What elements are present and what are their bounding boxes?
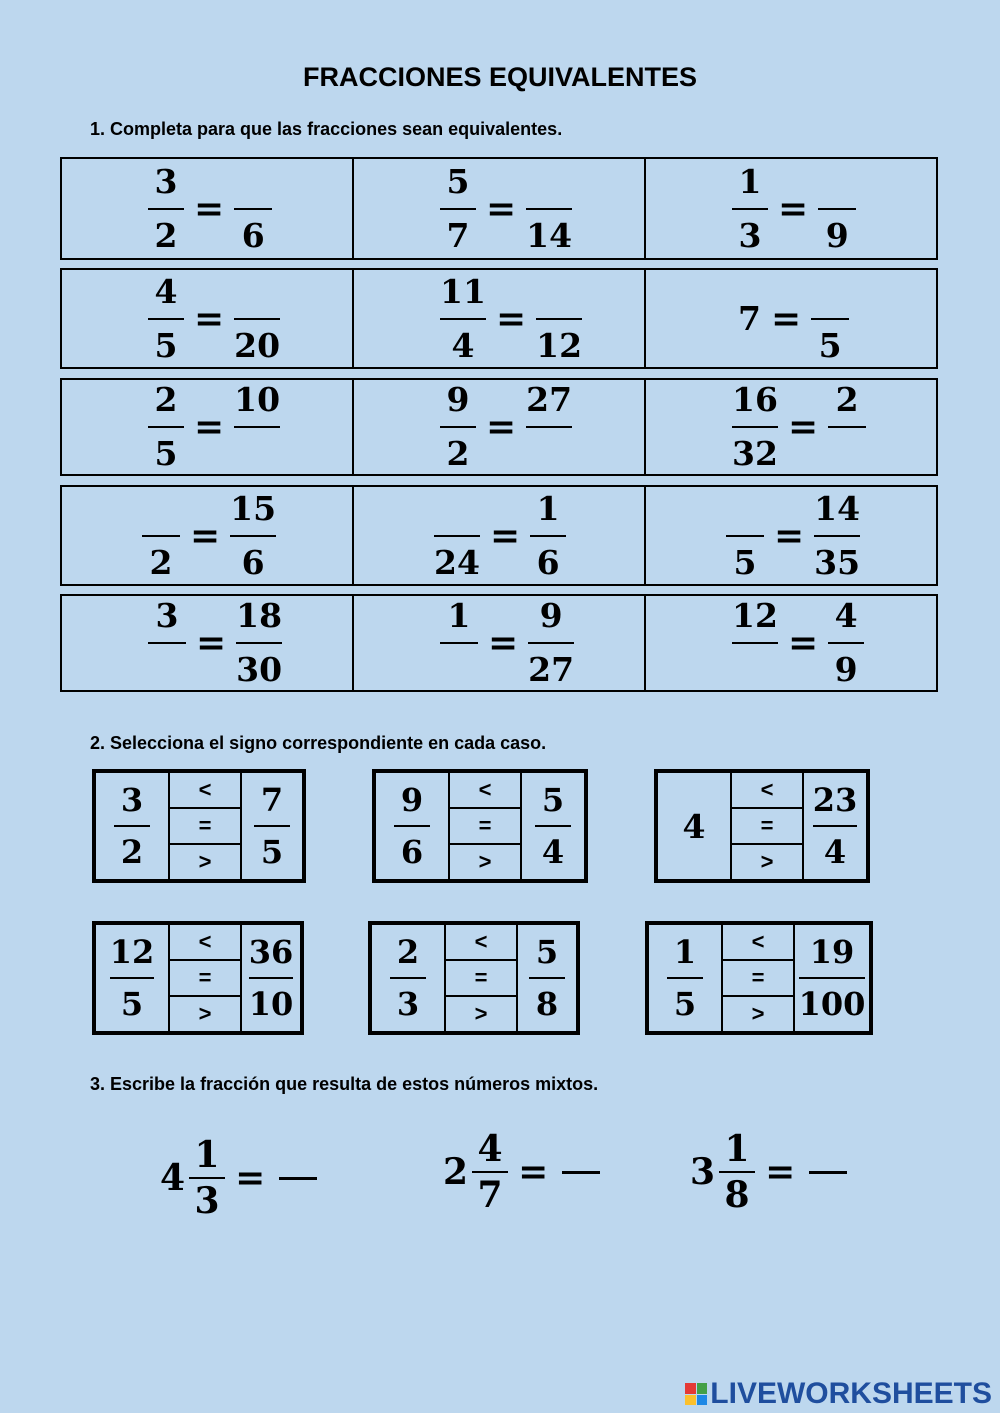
equation xyxy=(732,596,864,690)
equivalence-cell xyxy=(354,380,646,474)
equals-sign: = xyxy=(778,187,809,230)
denominator: 2 xyxy=(154,215,178,255)
equation xyxy=(440,380,572,474)
right-fraction xyxy=(526,156,572,262)
denominator: 6 xyxy=(241,215,265,255)
left-side xyxy=(376,773,448,879)
fraction-bar xyxy=(828,426,866,428)
sign-selector xyxy=(448,773,522,879)
left-fraction xyxy=(732,156,768,262)
denominator: 5 xyxy=(673,985,697,1023)
numerator: 7 xyxy=(260,781,284,819)
numerator: 10 xyxy=(234,380,281,419)
right-fraction xyxy=(236,590,282,696)
sign-selector xyxy=(730,773,804,879)
right-side xyxy=(795,925,869,1031)
numerator: 23 xyxy=(812,781,858,819)
denominator: 20 xyxy=(234,325,281,365)
numerator: 27 xyxy=(526,380,573,419)
sign-selector xyxy=(444,925,518,1031)
numerator: 2 xyxy=(835,380,859,419)
left-fraction xyxy=(440,374,476,480)
denominator: 6 xyxy=(536,542,560,582)
right-side xyxy=(804,773,866,879)
equals-sign: = xyxy=(770,297,802,340)
denominator: 5 xyxy=(154,325,178,365)
equivalence-cell xyxy=(62,270,354,367)
equivalence-cell xyxy=(354,270,646,367)
denominator: 100 xyxy=(798,985,866,1023)
whole-number: 2 xyxy=(443,1151,469,1193)
denominator: 27 xyxy=(528,650,575,689)
instruction-3: 3. Escribe la fracción que resulta de estos números mixtos. xyxy=(90,1074,599,1094)
denominator: 30 xyxy=(236,650,283,689)
comparison-box xyxy=(654,769,870,883)
numerator: 1 xyxy=(738,161,762,201)
logo-mark-icon xyxy=(685,1383,707,1405)
right-fraction xyxy=(254,775,290,877)
numerator: 1 xyxy=(536,488,560,528)
left-fraction xyxy=(440,590,478,696)
right-fraction xyxy=(818,156,856,262)
numerator: 1 xyxy=(194,1134,220,1176)
right-fraction xyxy=(528,590,574,696)
sign-option[interactable]: > xyxy=(198,1001,212,1026)
whole-number: 7 xyxy=(738,299,761,338)
equals-sign: = xyxy=(488,622,519,664)
numerator: 16 xyxy=(732,380,778,419)
comparison-box xyxy=(645,921,873,1035)
logo-square xyxy=(697,1395,708,1406)
logo-square xyxy=(685,1395,696,1406)
equals-sign: = xyxy=(235,1157,266,1199)
right-fraction xyxy=(814,483,860,589)
instruction-2: 2. Selecciona el signo correspondiente en cada caso. xyxy=(90,733,547,753)
equals-sign: = xyxy=(787,406,819,448)
denominator: 5 xyxy=(260,833,284,871)
comparison-box xyxy=(92,769,306,883)
equation xyxy=(738,270,849,367)
denominator: 7 xyxy=(446,215,470,255)
equivalence-cell xyxy=(62,380,354,474)
left-fraction xyxy=(148,266,184,372)
numerator: 36 xyxy=(248,933,294,971)
numerator: 2 xyxy=(154,380,178,419)
numerator: 3 xyxy=(155,596,179,635)
equals-sign: = xyxy=(787,622,819,664)
left-fraction xyxy=(148,156,184,262)
fraction-bar xyxy=(234,426,280,428)
denominator: 4 xyxy=(541,833,565,871)
sign-option[interactable]: > xyxy=(474,1001,488,1026)
sign-selector xyxy=(168,925,242,1031)
denominator: 3 xyxy=(396,985,420,1023)
liveworksheets-logo xyxy=(685,1377,992,1411)
equation xyxy=(148,270,280,367)
equivalence-cell xyxy=(646,380,936,474)
denominator: 32 xyxy=(732,434,778,473)
sign-option[interactable]: < xyxy=(450,773,520,809)
numerator: 1 xyxy=(724,1128,750,1170)
whole-number: 4 xyxy=(682,806,706,846)
comparison-box xyxy=(372,769,588,883)
equivalence-cell xyxy=(354,159,646,258)
left-side xyxy=(372,925,444,1031)
right-fraction xyxy=(529,927,565,1029)
right-fraction xyxy=(234,374,280,480)
numerator: 19 xyxy=(809,933,855,971)
denominator: 3 xyxy=(738,215,762,255)
left-side xyxy=(658,773,730,879)
fraction-bar xyxy=(732,642,778,644)
equivalence-row xyxy=(60,157,938,260)
right-fraction xyxy=(234,156,272,262)
denominator: 6 xyxy=(400,833,424,871)
sign-option[interactable]: = xyxy=(170,809,240,845)
equals-sign: = xyxy=(774,514,805,557)
numerator: 11 xyxy=(440,271,486,311)
sign-option[interactable]: < xyxy=(170,773,240,809)
right-fraction xyxy=(828,590,864,696)
left-fraction xyxy=(390,927,426,1029)
left-side xyxy=(649,925,721,1031)
denominator: 12 xyxy=(536,325,583,365)
equals-sign: = xyxy=(495,297,527,340)
fraction xyxy=(472,1127,508,1217)
left-fraction xyxy=(142,483,180,589)
right-fraction xyxy=(536,266,582,372)
equivalence-cell xyxy=(646,596,936,690)
equals-sign: = xyxy=(194,297,225,340)
answer-blank[interactable] xyxy=(279,1177,317,1180)
instruction-1: 1. Completa para que las fracciones sean equivalentes. xyxy=(90,119,563,139)
right-side xyxy=(522,773,584,879)
equals-sign: = xyxy=(194,406,225,448)
right-fraction xyxy=(526,374,572,480)
denominator: 8 xyxy=(724,1174,750,1216)
numerator: 1 xyxy=(447,596,471,635)
page-title: FRACCIONES EQUIVALENTES xyxy=(302,62,698,92)
sign-option[interactable]: < xyxy=(732,773,802,809)
equals-sign: = xyxy=(518,1151,549,1193)
right-fraction xyxy=(811,266,849,372)
numerator: 5 xyxy=(535,933,559,971)
equation xyxy=(732,380,866,474)
equals-sign: = xyxy=(194,187,225,230)
logo-text: LIVEWORKSHEETS xyxy=(710,1377,992,1410)
fraction-bar xyxy=(148,642,186,644)
numerator: 15 xyxy=(230,488,277,528)
logo-square xyxy=(685,1383,696,1394)
equation xyxy=(142,487,276,584)
right-side xyxy=(518,925,576,1031)
equals-sign: = xyxy=(196,622,227,664)
equivalence-cell xyxy=(62,487,354,584)
equivalence-cell xyxy=(354,596,646,690)
sign-selector xyxy=(168,773,242,879)
denominator: 5 xyxy=(733,542,757,582)
equation xyxy=(440,596,574,690)
mixed-number xyxy=(443,1127,600,1217)
left-fraction xyxy=(440,266,486,372)
sign-option[interactable]: > xyxy=(751,1001,765,1026)
sign-option[interactable]: = xyxy=(450,809,520,845)
fraction xyxy=(189,1133,225,1223)
numerator: 12 xyxy=(732,596,778,635)
sign-option[interactable]: > xyxy=(478,849,492,874)
left-fraction xyxy=(726,483,764,589)
denominator: 8 xyxy=(535,985,559,1023)
denominator: 2 xyxy=(446,434,470,473)
fraction xyxy=(719,1127,755,1217)
sign-option[interactable]: > xyxy=(760,849,774,874)
right-fraction xyxy=(234,266,280,372)
equals-sign: = xyxy=(765,1151,796,1193)
denominator: 5 xyxy=(818,325,842,365)
left-fraction xyxy=(110,927,155,1029)
left-side xyxy=(96,773,168,879)
left-fraction xyxy=(732,590,778,696)
numerator: 5 xyxy=(541,781,565,819)
equivalence-cell xyxy=(646,159,936,258)
right-fraction xyxy=(813,775,858,877)
left-fraction xyxy=(440,156,476,262)
sign-option[interactable]: = xyxy=(446,961,516,997)
denominator: 6 xyxy=(241,542,265,582)
sign-selector xyxy=(721,925,795,1031)
left-side xyxy=(96,925,168,1031)
denominator: 4 xyxy=(823,833,847,871)
equals-sign: = xyxy=(486,406,517,448)
equation xyxy=(148,380,280,474)
left-fraction xyxy=(148,374,184,480)
left-fraction xyxy=(434,483,480,589)
equivalence-row xyxy=(60,485,938,586)
equivalence-cell xyxy=(646,487,936,584)
equivalence-row xyxy=(60,378,938,476)
right-fraction xyxy=(535,775,571,877)
equivalence-row xyxy=(60,268,938,369)
sign-option[interactable]: = xyxy=(170,961,240,997)
denominator: 14 xyxy=(526,215,573,255)
right-fraction xyxy=(249,927,294,1029)
equivalence-cell xyxy=(646,270,936,367)
numerator: 9 xyxy=(446,380,470,419)
denominator: 35 xyxy=(814,542,861,582)
denominator: 3 xyxy=(194,1180,220,1222)
equation xyxy=(434,487,566,584)
equivalence-cell xyxy=(62,159,354,258)
sign-option[interactable]: = xyxy=(723,961,793,997)
right-fraction xyxy=(230,483,276,589)
sign-option[interactable]: < xyxy=(170,925,240,961)
fraction-bar xyxy=(440,642,478,644)
sign-option[interactable]: < xyxy=(723,925,793,961)
answer-blank[interactable] xyxy=(562,1171,600,1174)
mixed-number xyxy=(160,1133,317,1223)
numerator: 2 xyxy=(396,933,420,971)
right-fraction xyxy=(530,483,566,589)
comparison-box xyxy=(368,921,580,1035)
sign-option[interactable]: = xyxy=(732,809,802,845)
sign-option[interactable]: < xyxy=(446,925,516,961)
equivalence-cell xyxy=(354,487,646,584)
numerator: 4 xyxy=(477,1128,503,1170)
denominator: 10 xyxy=(248,985,294,1023)
equivalence-row xyxy=(60,594,938,692)
denominator: 2 xyxy=(149,542,173,582)
denominator: 7 xyxy=(477,1174,503,1216)
denominator: 9 xyxy=(825,215,849,255)
numerator: 4 xyxy=(154,271,178,311)
equation xyxy=(726,487,860,584)
left-fraction xyxy=(732,374,778,480)
whole-number: 3 xyxy=(690,1151,716,1193)
whole-number: 4 xyxy=(160,1157,186,1199)
numerator: 12 xyxy=(109,933,155,971)
numerator: 3 xyxy=(120,781,144,819)
numerator: 9 xyxy=(539,596,563,635)
left-fraction xyxy=(667,927,703,1029)
left-fraction xyxy=(114,775,150,877)
equation xyxy=(440,270,582,367)
numerator: 5 xyxy=(446,161,470,201)
equation xyxy=(732,159,856,258)
left-fraction xyxy=(148,590,186,696)
numerator: 14 xyxy=(814,488,861,528)
denominator: 5 xyxy=(154,434,178,473)
mixed-number xyxy=(690,1127,847,1217)
logo-square xyxy=(697,1383,708,1394)
right-side xyxy=(242,773,302,879)
left-fraction xyxy=(394,775,430,877)
numerator: 4 xyxy=(834,596,858,635)
equation xyxy=(148,159,272,258)
equals-sign: = xyxy=(486,187,517,230)
equals-sign: = xyxy=(489,514,521,557)
denominator: 24 xyxy=(434,542,480,582)
right-side xyxy=(242,925,300,1031)
fraction-bar xyxy=(526,426,572,428)
right-fraction xyxy=(828,374,866,480)
equals-sign: = xyxy=(190,514,221,557)
numerator: 9 xyxy=(400,781,424,819)
denominator: 5 xyxy=(120,985,144,1023)
numerator: 18 xyxy=(236,596,283,635)
right-fraction xyxy=(799,927,866,1029)
answer-blank[interactable] xyxy=(809,1171,847,1174)
comparison-box xyxy=(92,921,304,1035)
equation xyxy=(148,596,282,690)
equivalence-cell xyxy=(62,596,354,690)
denominator: 2 xyxy=(120,833,144,871)
denominator: 4 xyxy=(451,325,475,365)
denominator: 9 xyxy=(834,650,858,689)
numerator: 1 xyxy=(673,933,697,971)
equation xyxy=(440,159,572,258)
numerator: 3 xyxy=(154,161,178,201)
sign-option[interactable]: > xyxy=(198,849,212,874)
